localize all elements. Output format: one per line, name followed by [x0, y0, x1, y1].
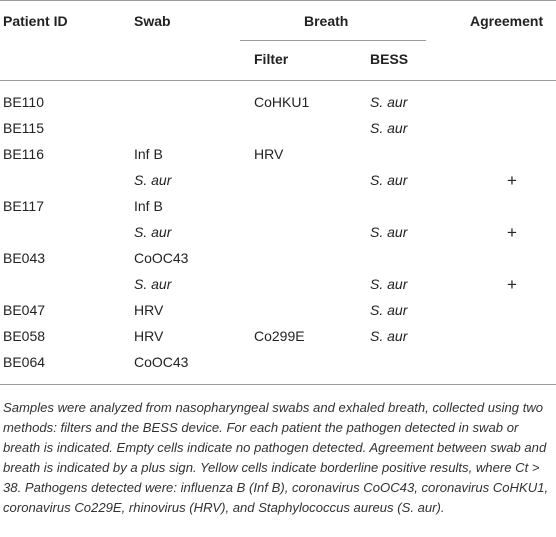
cell-filter: CoHKU1 — [254, 94, 310, 110]
cell-patient-id: BE116 — [3, 146, 44, 162]
cell-swab: HRV — [134, 302, 164, 318]
header-agreement: Agreement — [470, 13, 544, 29]
cell-bess: S. aur — [370, 120, 408, 136]
cell-patient-id: BE043 — [3, 250, 46, 266]
cell-patient-id: BE117 — [3, 198, 44, 214]
cell-swab: S. aur — [134, 276, 172, 292]
table-row — [0, 324, 556, 350]
table-row — [0, 298, 556, 324]
table-row — [0, 142, 556, 168]
cell-patient-id: BE064 — [3, 354, 46, 370]
table-bottom-rule — [0, 384, 556, 385]
cell-swab: CoOC43 — [134, 354, 189, 370]
header-breath: Breath — [304, 13, 349, 29]
cell-filter: HRV — [254, 146, 284, 162]
breath-group-rule — [240, 40, 426, 41]
cell-swab: S. aur — [134, 172, 172, 188]
table-row — [0, 350, 556, 376]
table-row — [0, 246, 556, 272]
cell-bess: S. aur — [370, 328, 408, 344]
cell-filter: Co299E — [254, 328, 305, 344]
cell-bess: S. aur — [370, 172, 408, 188]
table-row — [0, 168, 556, 194]
table-row — [0, 90, 556, 116]
cell-agreement: + — [507, 275, 517, 294]
cell-patient-id: BE047 — [3, 302, 46, 318]
cell-patient-id: BE115 — [3, 120, 44, 136]
table-row — [0, 194, 556, 220]
cell-agreement: + — [507, 223, 517, 242]
table-footnote — [3, 398, 551, 518]
cell-agreement: + — [507, 171, 517, 190]
footnote-text: Samples were analyzed from nasopharyngeal swabs and exhaled breath, collected using two methods: filters and the BESS device. For each patient the pathogen detected in swab or breath is indicated. Empty cells indicate no pathogen detected. Agreement between swab and breath is indicated by a plus sign. Yellow cells indicate borderline positive results, where Ct > 38. Pathogens detected were: influenza B (Inf B), coronavirus CoOC43, coronavirus CoHKU1, coronavirus Co229E, rhinovirus (HRV), and Staphylococcus aureus (S. aur). — [3, 400, 549, 515]
header-swab: Swab — [134, 13, 171, 29]
table-row — [0, 272, 556, 298]
cell-swab: S. aur — [134, 224, 172, 240]
table-top-rule — [0, 0, 556, 1]
cell-swab: CoOC43 — [134, 250, 189, 266]
cell-swab: Inf B — [134, 146, 163, 162]
header-patient-id: Patient ID — [3, 13, 68, 29]
cell-patient-id: BE110 — [3, 94, 44, 110]
cell-bess: S. aur — [370, 276, 408, 292]
header-bottom-rule — [0, 80, 556, 81]
table-row — [0, 220, 556, 246]
header-filter: Filter — [254, 51, 289, 67]
cell-bess: S. aur — [370, 302, 408, 318]
cell-swab: Inf B — [134, 198, 163, 214]
cell-bess: S. aur — [370, 224, 408, 240]
header-bess: BESS — [370, 51, 409, 67]
cell-swab: HRV — [134, 328, 164, 344]
table-row — [0, 116, 556, 142]
cell-bess: S. aur — [370, 94, 408, 110]
cell-patient-id: BE058 — [3, 328, 46, 344]
